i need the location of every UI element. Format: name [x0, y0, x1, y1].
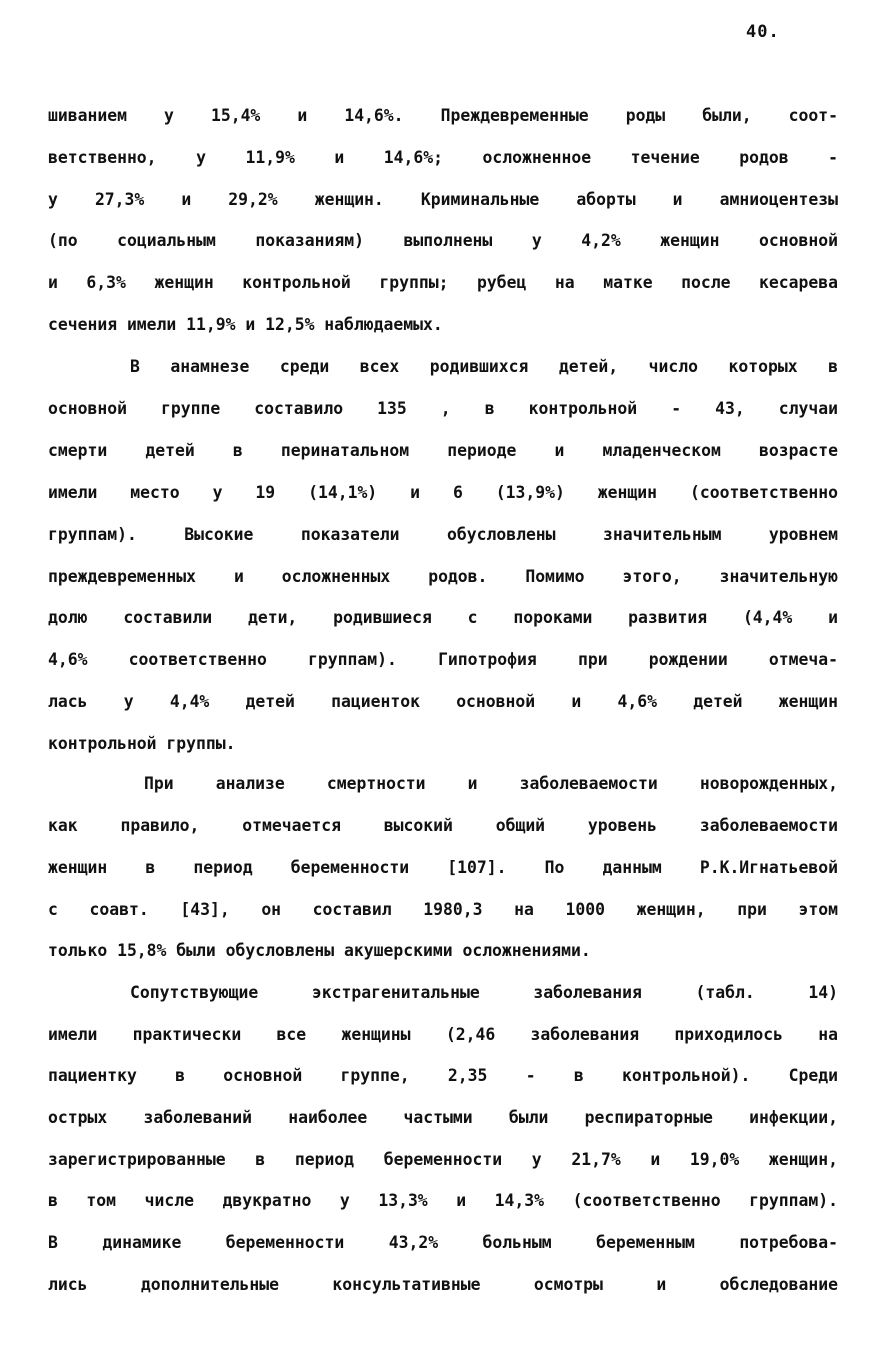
text-line: 4,6% соответственно группам). Гипотрофия при рождении отмеча-	[48, 650, 838, 669]
text-line: шиванием у 15,4% и 14,6%. Преждевременные роды были, соот-	[48, 106, 838, 125]
text-line: При анализе смертности и заболеваемости новорожденных,	[144, 774, 838, 793]
text-line: зарегистрированные в период беременности у 21,7% и 19,0% женщин,	[48, 1150, 838, 1169]
text-line: контрольной группы.	[48, 734, 236, 753]
text-line: преждевременных и осложненных родов. Помимо этого, значительную	[48, 567, 838, 586]
text-line: имели место у 19 (14,1%) и 6 (13,9%) женщин (соответственно	[48, 483, 838, 502]
page-number: 40.	[746, 22, 780, 42]
text-line: и 6,3% женщин контрольной группы; рубец на матке после кесарева	[48, 273, 838, 292]
text-line: (по социальным показаниям) выполнены у 4,2% женщин основной	[48, 231, 838, 250]
text-line: группам). Высокие показатели обусловлены значительным уровнем	[48, 525, 838, 544]
text-line: лись дополнительные консультативные осмотры и обследование	[48, 1275, 838, 1294]
text-line: имели практически все женщины (2,46 заболевания приходилось на	[48, 1025, 838, 1044]
text-line: острых заболеваний наиболее частыми были респираторные инфекции,	[48, 1108, 838, 1127]
text-line: в том числе двукратно у 13,3% и 14,3% (соответственно группам).	[48, 1191, 838, 1210]
text-line: лась у 4,4% детей пациенток основной и 4,6% детей женщин	[48, 692, 838, 711]
text-line: с соавт. [43], он составил 1980,3 на 1000 женщин, при этом	[48, 900, 838, 919]
text-line: В анамнезе среди всех родившихся детей, число которых в	[130, 357, 838, 376]
text-line: ветственно, у 11,9% и 14,6%; осложненное течение родов -	[48, 148, 838, 167]
text-line: женщин в период беременности [107]. По данным Р.К.Игнатьевой	[48, 858, 838, 877]
text-line: как правило, отмечается высокий общий уровень заболеваемости	[48, 816, 838, 835]
text-line: основной группе составило 135 , в контрольной - 43, случаи	[48, 399, 838, 418]
text-line: только 15,8% были обусловлены акушерскими осложнениями.	[48, 941, 591, 960]
text-line: пациентку в основной группе, 2,35 - в контрольной). Среди	[48, 1066, 838, 1085]
text-line: долю составили дети, родившиеся с пороками развития (4,4% и	[48, 608, 838, 627]
text-line: смерти детей в перинатальном периоде и младенческом возрасте	[48, 441, 838, 460]
text-line: у 27,3% и 29,2% женщин. Криминальные аборты и амниоцентезы	[48, 190, 838, 209]
text-line: сечения имели 11,9% и 12,5% наблюдаемых.	[48, 315, 443, 334]
text-line: В динамике беременности 43,2% больным беременным потребова-	[48, 1233, 838, 1252]
text-line: Сопутствующие экстрагенитальные заболевания (табл. 14)	[130, 983, 838, 1002]
